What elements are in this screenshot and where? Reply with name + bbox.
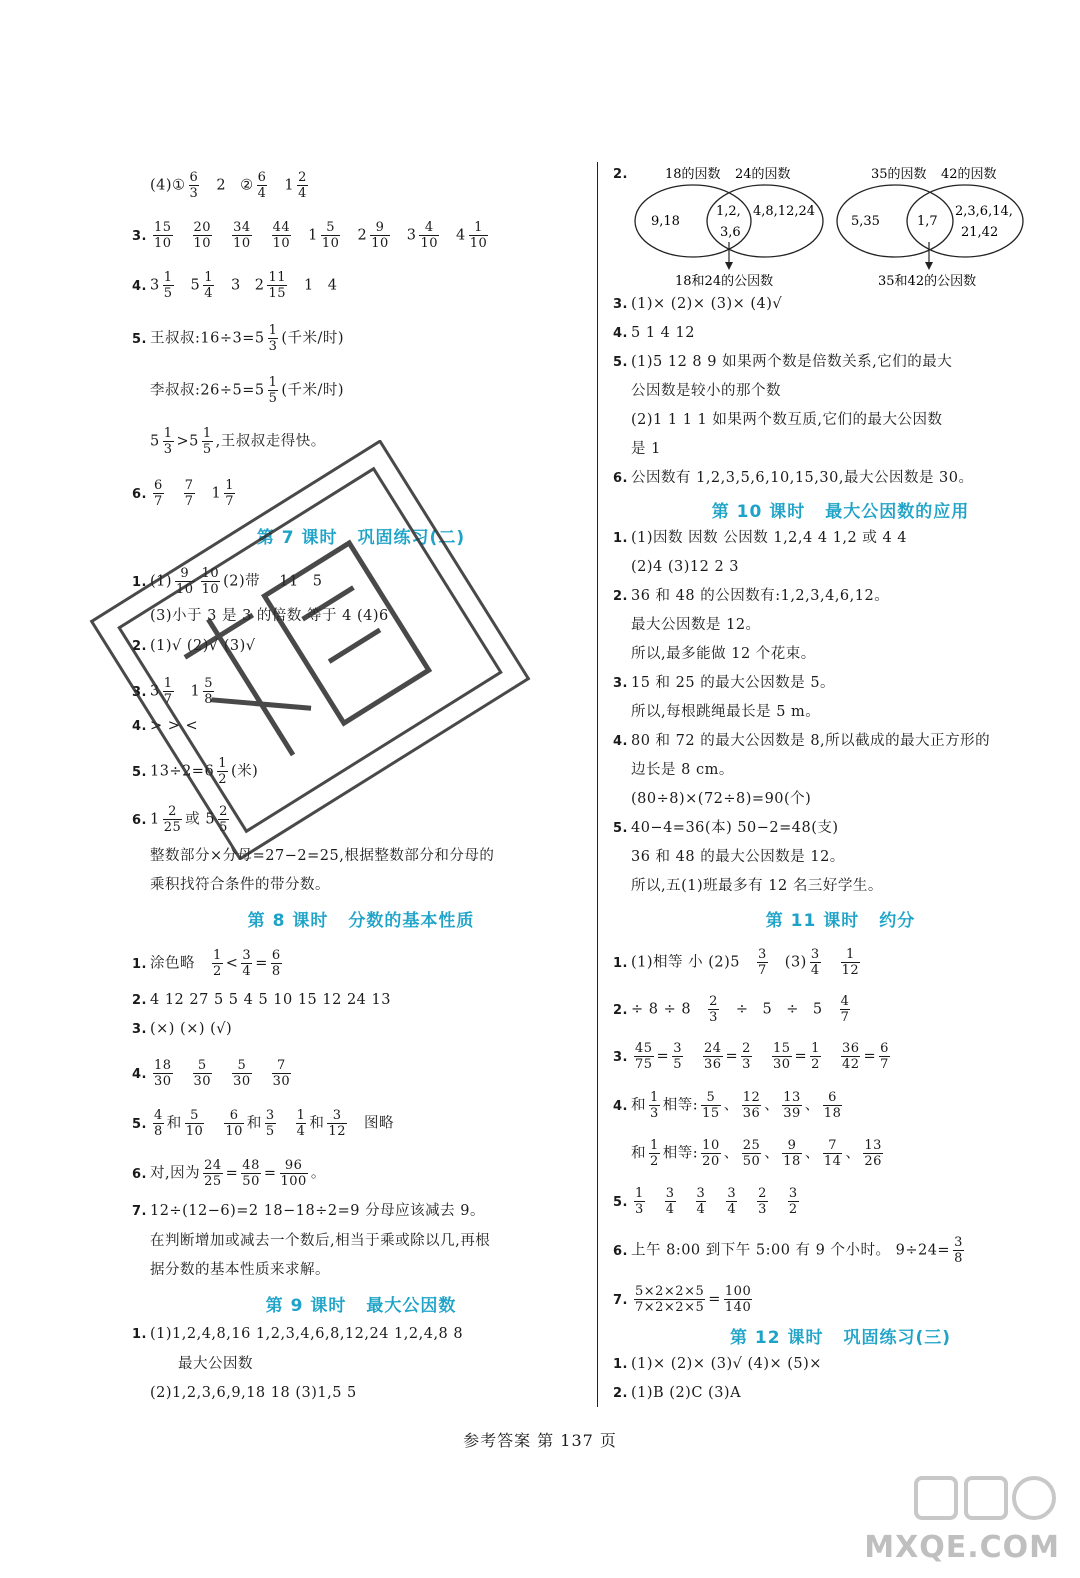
watermark-url: MXQE.COM <box>864 1530 1060 1565</box>
answer-11-2: 2. ÷ 8 ÷ 8 $\frac{2}{3}$ ÷ 5 ÷ 5 $\frac{4}{7}$ <box>613 994 850 1025</box>
answer-8-7a: 7. 12÷(12−6)=2 18−18÷2=9 分母应该减去 9。 <box>132 1203 485 1219</box>
answer-10-5a: 5. 40−4=36(本) 50−2=48(支) <box>613 820 839 836</box>
answer-7-9: 乘积找符合条件的带分数。 <box>150 877 330 893</box>
answer-10-2b: 最大公因数是 12。 <box>631 617 761 633</box>
venn1-label-b: 24的因数 <box>735 167 791 182</box>
venn1-right: 4,8,12,24 <box>753 204 816 219</box>
answer-r6: 6. 公因数有 1,2,3,5,6,10,15,30,最大公因数是 30。 <box>613 470 974 486</box>
venn2-right1: 2,3,6,14, <box>955 204 1013 219</box>
answer-10-4a: 4. 80 和 72 的最大公因数是 8,所以截成的最大正方形的 <box>613 733 991 749</box>
answer-10-3a: 3. 15 和 25 的最大公因数是 5。 <box>613 675 836 691</box>
answer-r5a: 5. (1)5 12 8 9 如果两个数是倍数关系,它们的最大 <box>613 354 953 370</box>
answer-8-4: 4. $\frac{18}{30}$ $\frac{5}{30}$ $\frac{5}{30}$ $\frac{7}{30}$ <box>132 1058 291 1089</box>
venn2-common: 35和42的公因数 <box>878 274 977 289</box>
answer-11-1: 1. (1)相等 小 (2)5 $\frac{3}{7}$ (3) $\frac{3}{4}$ $\frac{1}{12}$ <box>613 947 860 978</box>
section-heading-7: 第 7 课时 巩固练习(二) <box>256 528 466 548</box>
section-heading-11: 第 11 课时 约分 <box>765 911 916 931</box>
answer-8-1: 1. 涂色略 $\frac{1}{2}$ < $\frac{3}{4}$ = $\frac{6}{8}$ <box>132 948 281 979</box>
answer-10-3b: 所以,每根跳绳最长是 5 m。 <box>631 704 821 720</box>
answer-9-1c: (2)1,2,3,6,9,18 18 (3)1,5 5 <box>150 1385 357 1401</box>
venn2-label-b: 42的因数 <box>941 167 997 182</box>
answer-r3: 3. (1)× (2)× (3)× (4)√ <box>613 296 783 312</box>
venn2-right2: 21,42 <box>961 225 999 240</box>
answer-7-8: 整数部分×分母=27−2=25,根据整数部分和分母的 <box>150 848 495 864</box>
answer-10-1b: (2)4 (3)12 2 3 <box>631 559 740 575</box>
answer-10-4c: (80÷8)×(72÷8)=90(个) <box>631 791 812 807</box>
watermark-logo <box>912 1470 1062 1530</box>
answer-8-2: 2. 4 12 27 5 5 4 5 10 15 12 24 13 <box>132 992 391 1008</box>
answer-r5b: 公因数是较小的那个数 <box>631 383 781 399</box>
answer-7-3: 2. (1)√ (2)√ (3)√ <box>132 638 256 654</box>
venn-diagram-35-42 <box>837 166 1023 289</box>
answer-r5c: (2)1 1 1 1 如果两个数互质,它们的最大公因数 <box>631 412 943 428</box>
answer-7-4: 3. 3 $\frac{1}{7}$ 1 $\frac{5}{8}$ <box>132 676 214 707</box>
venn2-label-a: 35的因数 <box>871 167 927 182</box>
answer-9-1b: 最大公因数 <box>178 1356 253 1372</box>
answer-8-5: 5. $\frac{4}{8}$ 和 $\frac{5}{10}$ $\frac{6}{10}$ 和 $\frac{3}{5}$ $\frac{1}{4}$ 和 $\frac{3}{12}$ 图略 <box>132 1108 394 1139</box>
venn1-label-a: 18的因数 <box>665 167 721 182</box>
section-heading-10: 第 10 课时 最大公因数的应用 <box>711 502 970 522</box>
answer-11-3: 3. $\frac{45}{75}$ = $\frac{3}{5}$ $\frac{24}{36}$ = $\frac{2}{3}$ $\frac{15}{30}$ = $\frac{1}{2}$ $\frac{36}{42}$ = $\frac{6}{7}$ <box>613 1041 889 1072</box>
answer-8-7c: 据分数的基本性质来求解。 <box>150 1262 330 1278</box>
answer-line: (4)① $\frac{6}{3}$ 2 ② $\frac{6}{4}$ 1 $\frac{2}{4}$ <box>150 170 307 201</box>
answer-8-7b: 在判断增加或减去一个数后,相当于乘或除以几,再根 <box>150 1233 491 1249</box>
answer-11-4a: 4. 和 $\frac{1}{3}$ 相等: $\frac{5}{15}$ 、 $\frac{12}{36}$ 、 $\frac{13}{39}$ 、 $\frac{6}{18}$ <box>613 1090 842 1121</box>
venn1-mid1: 1,2, <box>716 204 741 219</box>
answer-10-4b: 边长是 8 cm。 <box>631 762 734 778</box>
venn1-common: 18和24的公因数 <box>675 274 774 289</box>
answer-r5d: 是 1 <box>631 441 661 457</box>
answer-7-5: 4. > > < <box>132 718 199 734</box>
answer-7-2: (3)小于 3 是 3 的倍数 等于 4 (4)6 <box>150 608 389 624</box>
venn1-left: 9,18 <box>651 214 680 229</box>
venn-diagram-18-24 <box>635 166 823 289</box>
answer-10-5c: 所以,五(1)班最多有 12 名三好学生。 <box>631 878 883 894</box>
answer-10-2c: 所以,最多能做 12 个花束。 <box>631 646 816 662</box>
venn2-left: 5,35 <box>851 214 880 229</box>
answer-r4: 4. 5 1 4 12 <box>613 325 695 341</box>
answer-10-5b: 36 和 48 的最大公因数是 12。 <box>631 849 845 865</box>
answer-12-2: 2. (1)B (2)C (3)A <box>613 1385 742 1401</box>
stamp-watermark <box>70 440 550 860</box>
answer-11-4b: 和 $\frac{1}{2}$ 相等: $\frac{10}{20}$ 、 $\frac{25}{50}$ 、 $\frac{9}{18}$ 、 $\frac{7}{14}$ 、 $\frac{13}{26}$ <box>631 1138 882 1169</box>
answer-7-7: 6. 1 $\frac{2}{25}$ 或 5 $\frac{2}{5}$ <box>132 804 228 835</box>
venn-diagrams <box>623 158 1063 293</box>
answer-11-7: 7. $\frac{5\times 2\times 2\times 5}{7\times 2\times 2\times 5}$ = $\frac{100}{140}$ <box>613 1284 752 1315</box>
answer-10-1a: 1. (1)因数 因数 公因数 1,2,4 4 1,2 或 4 4 <box>613 530 908 546</box>
venn1-mid2: 3,6 <box>720 225 741 240</box>
answer-3: 3. $\frac{15}{10}$ $\frac{20}{10}$ $\frac{34}{10}$ $\frac{44}{10}$ 1 $\frac{5}{10}$ 2 $\frac{9}{10}$ 3 $\frac{4}{10}$ 4 $\frac{1}{10}$ <box>132 220 488 251</box>
answer-12-1: 1. (1)× (2)× (3)√ (4)× (5)× <box>613 1356 822 1372</box>
answer-8-6: 6. 对,因为 $\frac{24}{25}$ = $\frac{48}{50}$ = $\frac{96}{100}$ 。 <box>132 1158 326 1189</box>
answer-11-5: 5. $\frac{1}{3}$ $\frac{3}{4}$ $\frac{3}{4}$ $\frac{3}{4}$ $\frac{2}{3}$ $\frac{3}{2}$ <box>613 1186 798 1217</box>
answer-8-3: 3. (×) (×) (√) <box>132 1021 233 1037</box>
page-footer: 参考答案 第 137 页 <box>463 1431 617 1450</box>
answer-10-2a: 2. 36 和 48 的公因数有:1,2,3,4,6,12。 <box>613 588 890 604</box>
answer-6: 6. $\frac{6}{7}$ $\frac{7}{7}$ 1 $\frac{1}{7}$ <box>132 478 235 509</box>
answer-5b: 李叔叔:26÷5=5 $\frac{1}{5}$ (千米/时) <box>150 375 345 406</box>
column-divider <box>597 162 598 1407</box>
answer-7-6: 5. 13÷2=6 $\frac{1}{2}$ (米) <box>132 756 259 787</box>
venn2-mid: 1,7 <box>917 214 938 229</box>
answer-5a: 5. 王叔叔:16÷3=5 $\frac{1}{3}$ (千米/时) <box>132 323 345 354</box>
section-heading-9: 第 9 课时 最大公因数 <box>265 1296 457 1316</box>
section-heading-12: 第 12 课时 巩固练习(三) <box>729 1328 952 1348</box>
section-heading-8: 第 8 课时 分数的基本性质 <box>247 911 475 931</box>
answer-9-1a: 1. (1)1,2,4,8,16 1,2,3,4,6,8,12,24 1,2,4,8 8 <box>132 1326 464 1342</box>
answer-11-6: 6. 上午 8:00 到下午 5:00 有 9 个小时。 9÷24= $\frac{3}{8}$ <box>613 1235 963 1266</box>
answer-4: 4. 3 $\frac{1}{5}$ 5 $\frac{1}{4}$ 3 2 $\frac{11}{15}$ 1 4 <box>132 270 338 301</box>
answer-7-1: 1. (1) $\frac{9}{10}$ $\frac{10}{10}$ (2)带 11 5 <box>132 566 323 597</box>
answer-5c: 5 $\frac{1}{3}$ >5 $\frac{1}{5}$ ,王叔叔走得快。 <box>150 426 326 457</box>
answer-2-label: 2. <box>613 167 628 182</box>
